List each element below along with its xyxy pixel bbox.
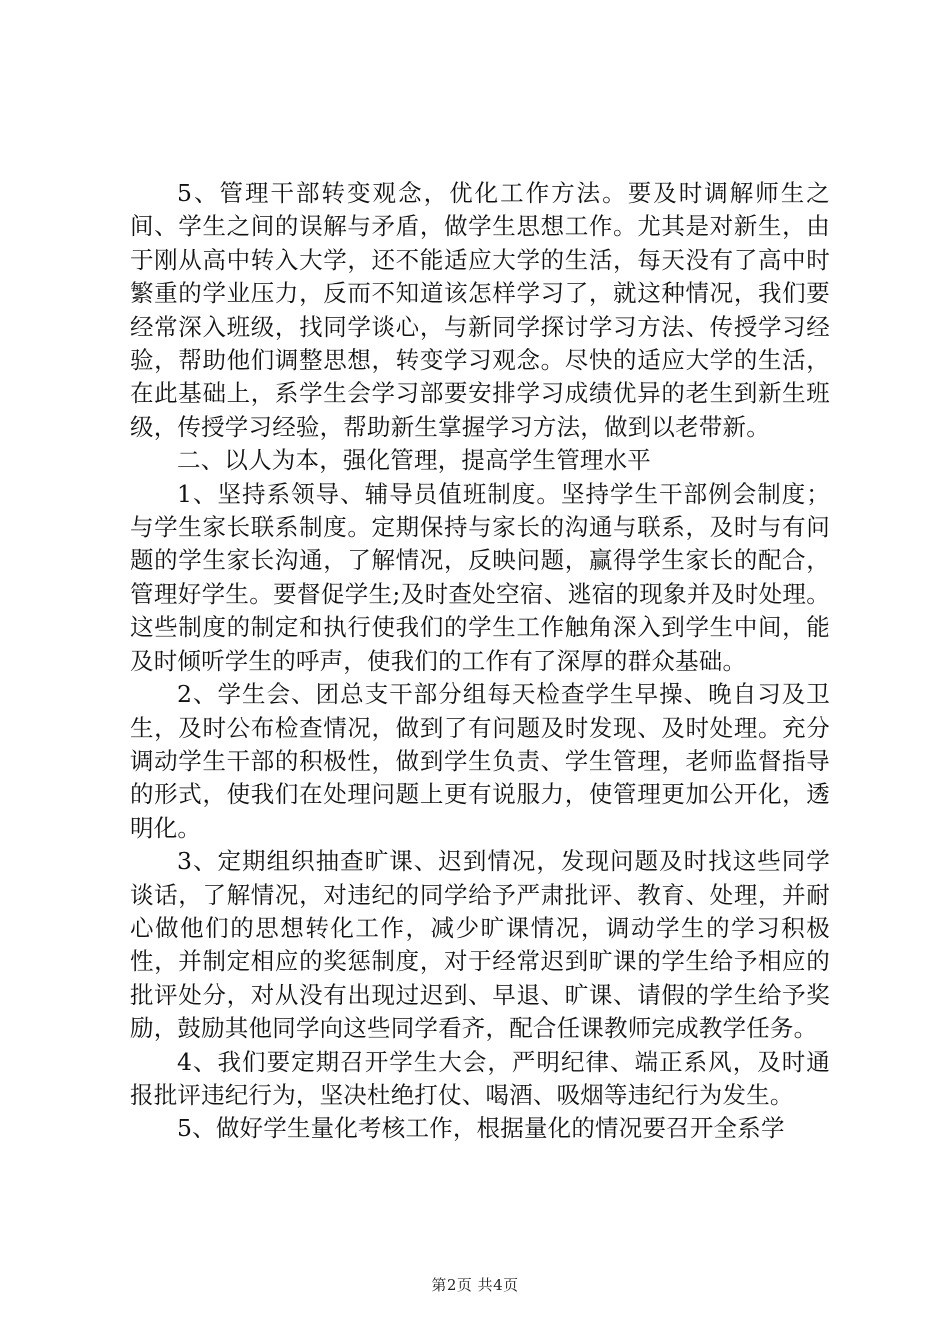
paragraph-item-3-attendance-checks: 3、定期组织抽查旷课、迟到情况，发现问题及时找这些同学谈话，了解情况，对违纪的同学给予严肃批评、教育、处理，并耐心做他们的思想转化工作，减少旷课情况，调动学生的学习积极性，并制定相应的奖惩制度，对于经常迟到旷课的学生给予相应的批评处分，对从没有出现过迟到、早退、旷课、请假的学生给予奖励，鼓励其他同学向这些同学看齐，配合任课教师完成教学任务。 xyxy=(130,847,830,1043)
paragraph-item-5-cadre-methods: 5、管理干部转变观念，优化工作方法。要及时调解师生之间、学生之间的误解与矛盾，做学生思想工作。尤其是对新生，由于刚从高中转入大学，还不能适应大学的生活，每天没有了高中时繁重的学业压力，反而不知道该怎样学习了，就这种情况，我们要经常深入班级，找同学谈心，与新同学探讨学习方法、传授学习经验，帮助他们调整思想，转变学习观念。尽快的适应大学的生活，在此基础上，系学生会学习部要安排学习成绩优异的老生到新生班级，传授学习经验，帮助新生掌握学习方法，做到以老带新。 xyxy=(130,179,830,441)
section-heading-people-oriented: 二、以人为本，强化管理，提高学生管理水平 xyxy=(177,446,651,475)
document-body xyxy=(130,177,830,1146)
paragraph-item-4-student-assembly: 4、我们要定期召开学生大会，严明纪律、端正系风，及时通报批评违纪行为，坚决杜绝打仗、喝酒、吸烟等违纪行为发生。 xyxy=(130,1047,830,1109)
paragraph-item-2-daily-inspection: 2、学生会、团总支干部分组每天检查学生早操、晚自习及卫生，及时公布检查情况，做到了有问题及时发现、及时处理。充分调动学生干部的积极性，做到学生负责、学生管理，老师监督指导的形式，使我们在处理问题上更有说服力，使管理更加公开化，透明化。 xyxy=(130,680,830,842)
paragraph-item-1-duty-system: 1、坚持系领导、辅导员值班制度。坚持学生干部例会制度；与学生家长联系制度。定期保持与家长的沟通与联系，及时与有问题的学生家长沟通，了解情况，反映问题，赢得学生家长的配合，管理好学生。要督促学生;及时查处空宿、逃宿的现象并及时处理。这些制度的制定和执行使我们的学生工作触角深入到学生中间，能及时倾听学生的呼声，使我们的工作有了深厚的群众基础。 xyxy=(130,479,830,675)
paragraph-item-5-quantitative-assessment: 5、做好学生量化考核工作，根据量化的情况要召开全系学 xyxy=(177,1114,785,1143)
page-number-footer: 第2页 共4页 xyxy=(431,1276,519,1294)
